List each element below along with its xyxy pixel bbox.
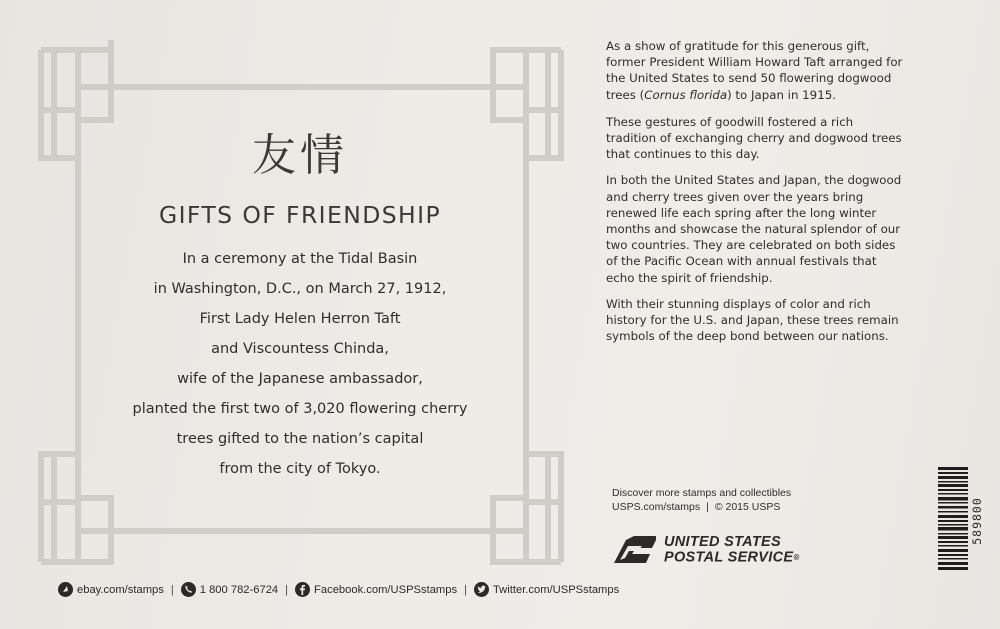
barcode-number-text: 589800 [970, 497, 984, 545]
paragraph-text: As a show of gratitude for this generous gift, former President William Howard Taft arranged for the United States to send 50 flowering dogwood trees ( [606, 39, 903, 102]
paragraph-both-countries: In both the United States and Japan, the dogwood and cherry trees given over the years bring renewed life each spring after the long winter months and showcase the natural splendor of our two countries. They are celebrated on both sides of the Pacific Ocean with annual festivals that echo the spirit of friendship. [606, 173, 902, 285]
story-line: wife of the Japanese ambassador, [177, 371, 423, 387]
ebay-link-text: ebay.com/stamps [77, 583, 164, 596]
usps-stamps-link[interactable]: USPS.com/stamps [612, 501, 701, 513]
phone-icon [181, 582, 196, 597]
card-heading: GIFTS OF FRIENDSHIP [158, 201, 442, 229]
separator: | [464, 583, 467, 596]
facebook-icon [295, 582, 310, 597]
story-line: In a ceremony at the Tidal Basin [182, 251, 418, 267]
kanji-title: 友情 [252, 130, 348, 181]
story-line: from the city of Tokyo. [219, 461, 381, 477]
separator: | [285, 583, 289, 596]
story-line: in Washington, D.C., on March 27, 1912, [153, 281, 447, 297]
description-column [606, 38, 906, 354]
discover-text: Discover more stamps and collectibles [612, 487, 792, 499]
phone-link[interactable] [181, 582, 278, 597]
paragraph-symbols: With their stunning displays of color and rich history for the U.S. and Japan, these trees remain symbols of the deep bond between our nations. [606, 296, 899, 344]
ebay-icon [58, 582, 73, 597]
story-line: and Viscountess Chinda, [211, 341, 389, 357]
usps-line1: UNITED STATES [664, 533, 781, 550]
story-line: trees gifted to the nation’s capital [176, 431, 424, 447]
story-line: First Lady Helen Herron Taft [199, 311, 401, 327]
phone-number: 1 800 782-6724 [199, 583, 279, 596]
ebay-link[interactable] [58, 582, 164, 597]
usps-line2: POSTAL SERVICE [664, 549, 794, 566]
facebook-link-text: Facebook.com/USPSstamps [314, 583, 458, 596]
paragraph-goodwill: These gestures of goodwill fostered a rich tradition of exchanging cherry and dogwood trees that continues to this day. [606, 114, 902, 162]
story-line: planted the first two of 3,020 flowering cherry [132, 401, 468, 417]
registered-mark: ® [793, 552, 800, 562]
barcode-number [969, 472, 985, 572]
card-story [95, 244, 505, 484]
twitter-icon [474, 582, 489, 597]
paragraph-dogwood-gift [606, 38, 906, 103]
twitter-link-text: Twitter.com/USPSstamps [492, 583, 620, 596]
usps-eagle-icon [612, 534, 658, 566]
footer-links [58, 582, 619, 597]
facebook-link[interactable] [295, 582, 457, 597]
paragraph-text: ) to Japan in 1915. [727, 87, 836, 102]
barcode [938, 467, 968, 571]
usps-logo [612, 534, 800, 566]
discover-block [612, 486, 791, 514]
usps-wordmark [664, 535, 800, 565]
twitter-link[interactable] [474, 582, 619, 597]
separator: | [706, 501, 709, 513]
copyright: © 2015 USPS [714, 501, 781, 513]
separator: | [170, 583, 174, 596]
card-content [95, 128, 505, 484]
species-name: Cornus florida [644, 87, 728, 102]
